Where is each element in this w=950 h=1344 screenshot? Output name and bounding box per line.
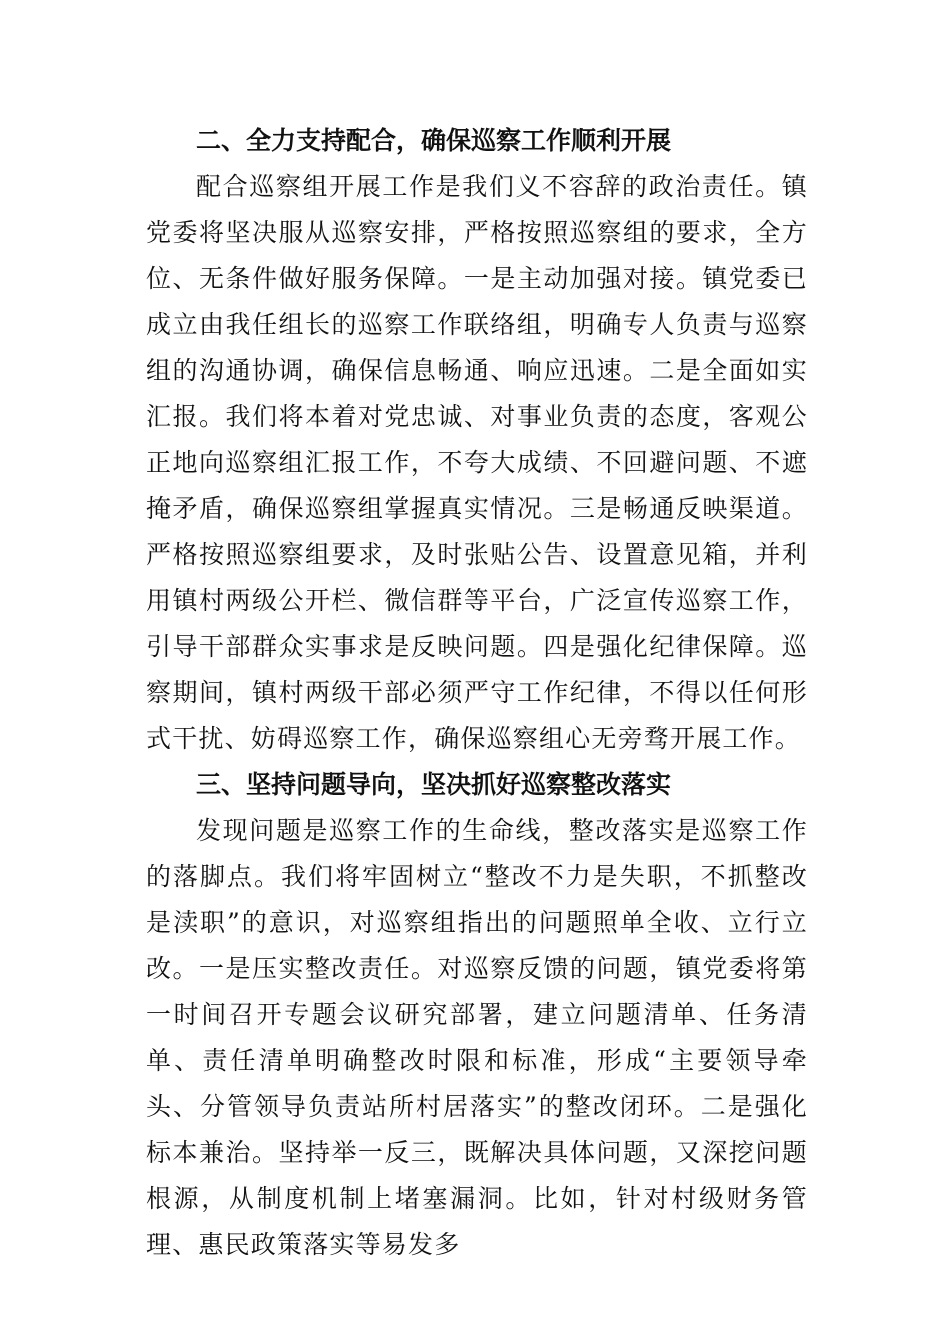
section-heading-2: 二、全力支持配合，确保巡察工作顺利开展 <box>196 126 672 155</box>
document-body <box>146 118 808 1268</box>
section-paragraph-3: 发现问题是巡察工作的生命线，整改落实是巡察工作的落脚点。我们将牢固树立“整改不力是失职，不抓整改是渎职”的意识，对巡察组指出的问题照单全收、立行立改。一是压实整改责任。对巡察反馈的问题，镇党委将第一时间召开专题会议研究部署，建立问题清单、任务清单、责任清单明确整改时限和标准，形成“主要领导牵头、分管领导负责站所村居落实”的整改闭环。二是强化标本兼治。坚持举一反三，既解决具体问题，又深挖问题根源，从制度机制上堵塞漏洞。比如，针对村级财务管理、惠民政策落实等易发多 <box>146 816 808 1259</box>
section-paragraph-2: 配合巡察组开展工作是我们义不容辞的政治责任。镇党委将坚决服从巡察安排，严格按照巡察组的要求，全方位、无条件做好服务保障。一是主动加强对接。镇党委已成立由我任组长的巡察工作联络组，明确专人负责与巡察组的沟通协调，确保信息畅通、响应迅速。二是全面如实汇报。我们将本着对党忠诚、对事业负责的态度，客观公正地向巡察组汇报工作，不夸大成绩、不回避问题、不遮掩矛盾，确保巡察组掌握真实情况。三是畅通反映渠道。严格按照巡察组要求，及时张贴公告、设置意见箱，并利用镇村两级公开栏、微信群等平台，广泛宣传巡察工作，引导干部群众实事求是反映问题。四是强化纪律保障。巡察期间，镇村两级干部必须严守工作纪律，不得以任何形式干扰、妨碍巡察工作，确保巡察组心无旁骛开展工作。 <box>146 172 808 753</box>
section-heading-3: 三、坚持问题导向，坚决抓好巡察整改落实 <box>196 770 672 799</box>
